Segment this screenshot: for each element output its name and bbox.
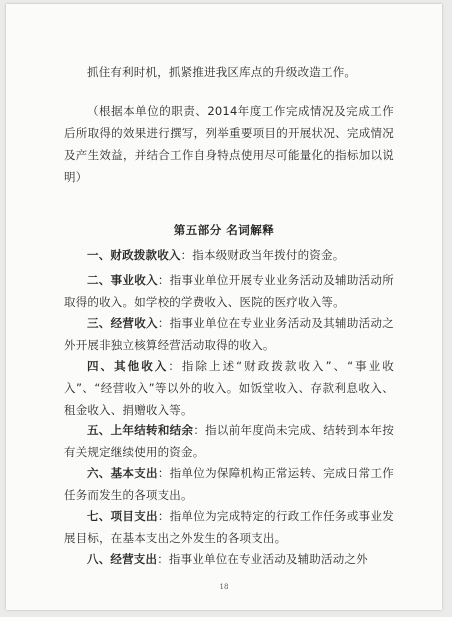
- term-definition: ：指以前年度尚未完成、结转到本年按有关规定继续使用的资金。: [64, 423, 394, 459]
- term-label: 八、经营支出: [87, 552, 158, 566]
- term-label: 二、事业收入: [87, 273, 158, 287]
- document-page: [6, 4, 442, 610]
- term-label: 一、财政拨款收入: [87, 248, 181, 262]
- term-label: 五、上年结转和结余: [87, 423, 194, 437]
- term-definition: ：指事业单位在专业活动及辅助活动之外: [157, 552, 368, 566]
- term-label: 四、其他收入: [87, 359, 169, 373]
- definition-operating-expenditure: [64, 548, 394, 570]
- term-definition: ：指除上述“财政拨款收入”、“事业收入”、“经营收入”等以外的收入。如饭堂收入、存款利息收入、租金收入、捐赠收入等。: [64, 359, 394, 417]
- section-heading: 第五部分 名词解释: [173, 223, 275, 237]
- definition-operating-income: [64, 312, 394, 356]
- definition-carryover-balance: [64, 419, 394, 463]
- term-definition: ：指单位为保障机构正常运转、完成日常工作任务而发生的各项支出。: [64, 466, 394, 502]
- term-definition: ：指事业单位在专业业务活动及其辅助活动之外开展非独立核算经营活动取得的收入。: [64, 316, 394, 352]
- definition-other-income: [64, 355, 394, 421]
- term-label: 七、项目支出: [87, 509, 158, 523]
- definition-business-income: [64, 269, 394, 313]
- definition-basic-expenditure: [64, 462, 394, 506]
- page-number: 18: [219, 583, 229, 591]
- intro-paragraph: 抓住有利时机，抓紧推进我区库点的升级改造工作。: [87, 65, 357, 79]
- instruction-note: （根据本单位的职责、2014年度工作完成情况及完成工作后所取得的效果进行撰写，列举重要项目的开展状况、完成情况及产生效益，并结合工作自身特点使用尽可能量化的指标加以说明）: [64, 104, 394, 184]
- term-definition: ：指本级财政当年拨付的资金。: [180, 248, 345, 262]
- term-label: 三、经营收入: [87, 316, 158, 330]
- term-definition: ：指单位为完成特定的行政工作任务或事业发展目标，在基本支出之外发生的各项支出。: [64, 509, 394, 545]
- definition-project-expenditure: [64, 505, 394, 549]
- term-definition: ：指事业单位开展专业业务活动及辅助活动所取得的收入。如学校的学费收入、医院的医疗收入等。: [64, 273, 394, 309]
- term-label: 六、基本支出: [87, 466, 158, 480]
- definition-fiscal-appropriation: [64, 244, 394, 266]
